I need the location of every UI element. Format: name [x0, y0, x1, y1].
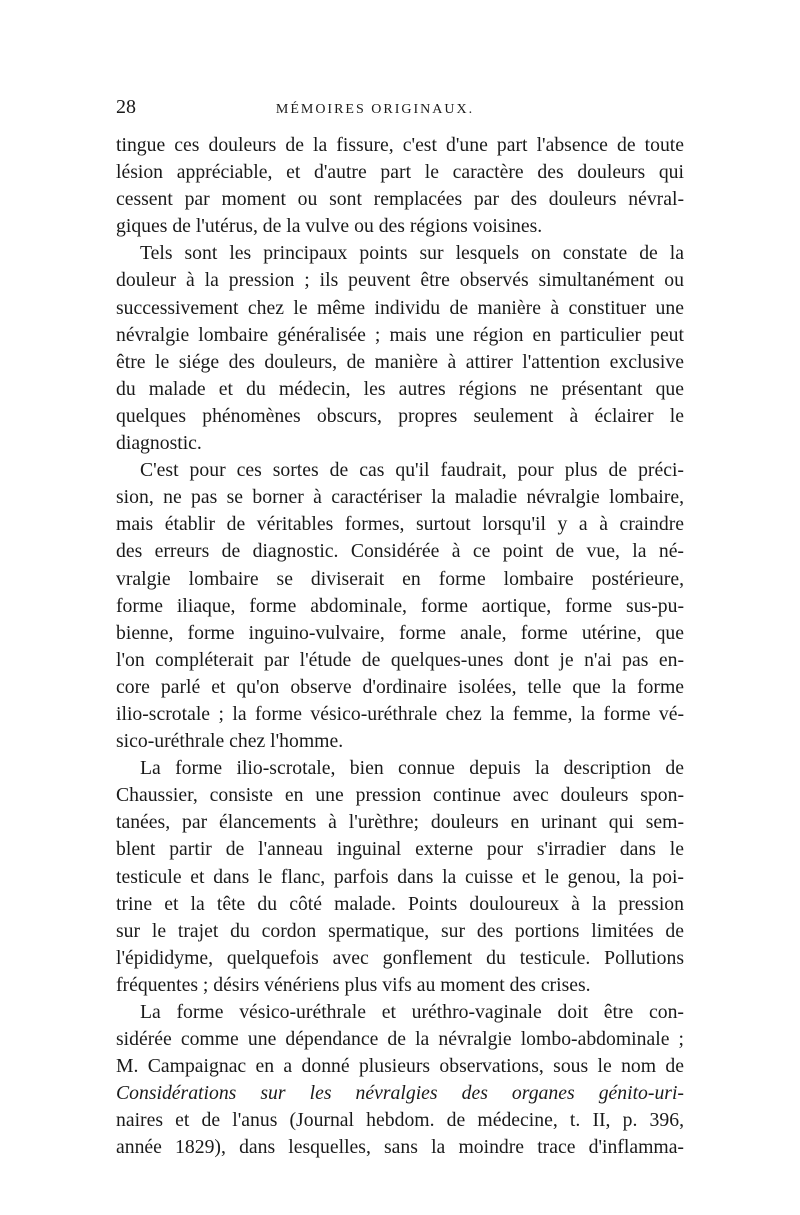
text-line: bienne, forme inguino-vulvaire, forme anale, forme utérine, que: [116, 621, 684, 644]
text-line: sidérée comme une dépendance de la névralgie lombo-abdominale ;: [116, 1028, 684, 1051]
running-head: MÉMOIRES ORIGINAUX.: [275, 102, 475, 117]
text-line: Chaussier, consiste en une pression continue avec douleurs spon-: [116, 784, 684, 807]
text-line: La forme vésico-uréthrale et uréthro-vaginale doit être con-: [140, 1001, 684, 1023]
text-line: l'épididyme, quelquefois avec gonflement du testicule. Pollutions: [116, 946, 684, 969]
text-line: Tels sont les principaux points sur lesquels on constate de la: [140, 242, 684, 265]
text-line: lésion appréciable, et d'autre part le caractère des douleurs qui: [116, 161, 684, 184]
text-line: diagnostic.: [116, 432, 202, 455]
text-line: La forme ilio-scrotale, bien connue depuis la description de: [140, 757, 684, 780]
text-line: trine et la tête du côté malade. Points douloureux à la pression: [116, 892, 684, 915]
text-line: des erreurs de diagnostic. Considérée à ce point de vue, la né-: [116, 540, 684, 563]
text-line: fréquentes ; désirs vénériens plus vifs au moment des crises.: [116, 973, 591, 996]
text-line: du malade et du médecin, les autres régions ne présentant que: [116, 377, 684, 400]
text-line: sico-uréthrale chez l'homme.: [116, 730, 344, 753]
text-line: sion, ne pas se borner à caractériser la maladie névralgie lombaire,: [116, 486, 684, 509]
text-line: naires et de l'anus (Journal hebdom. de médecine, t. II, p. 396,: [116, 1109, 684, 1132]
text-line: core parlé et qu'on observe d'ordinaire isolées, telle que la forme: [116, 675, 684, 698]
text-line: successivement chez le même individu de manière à constituer une: [116, 296, 684, 319]
text-line: année 1829), dans lesquelles, sans la moindre trace d'inflamma-: [116, 1136, 684, 1159]
text-line: névralgie lombaire généralisée ; mais une région en particulier peut: [116, 323, 684, 346]
body-text: [116, 132, 684, 1162]
text-line: mais établir de véritables formes, surtout lorsqu'il y a à craindre: [116, 513, 684, 536]
text-line: giques de l'utérus, de la vulve ou des régions voisines.: [116, 215, 543, 238]
text-line: sur le trajet du cordon spermatique, sur des portions limitées de: [116, 919, 684, 942]
text-line: cessent par moment ou sont remplacées par des douleurs névral-: [116, 188, 684, 211]
text-line: Considérations sur les névralgies des organes génito-uri-: [116, 1082, 684, 1105]
text-line: forme iliaque, forme abdominale, forme aortique, forme sus-pu-: [116, 594, 684, 617]
text-line: douleur à la pression ; ils peuvent être observés simultanément ou: [116, 269, 684, 292]
text-line: vralgie lombaire se diviserait en forme lombaire postérieure,: [116, 567, 684, 590]
text-line: quelques phénomènes obscurs, propres seulement à éclairer le: [116, 404, 684, 427]
text-line: ilio-scrotale ; la forme vésico-uréthrale chez la femme, la forme vé-: [116, 702, 684, 725]
text-line: C'est pour ces sortes de cas qu'il faudrait, pour plus de préci-: [140, 459, 684, 482]
page: [116, 96, 684, 1162]
text-line: M. Campaignac en a donné plusieurs observations, sous le nom de: [116, 1055, 684, 1078]
text-line: l'on compléterait par l'étude de quelques-unes dont je n'ai pas en-: [116, 648, 684, 671]
text-line: blent partir de l'anneau inguinal externe pour s'irradier dans le: [116, 838, 684, 861]
text-line: être le siége des douleurs, de manière à attirer l'attention exclusive: [116, 350, 684, 373]
page-number: 28: [116, 96, 136, 118]
text-line: tingue ces douleurs de la fissure, c'est d'une part l'absence de toute: [116, 134, 684, 156]
text-line: tanées, par élancements à l'urèthre; douleurs en urinant qui sem-: [116, 811, 684, 834]
page-header: [116, 96, 684, 132]
text-line: testicule et dans le flanc, parfois dans la cuisse et le genou, la poi-: [116, 865, 684, 888]
